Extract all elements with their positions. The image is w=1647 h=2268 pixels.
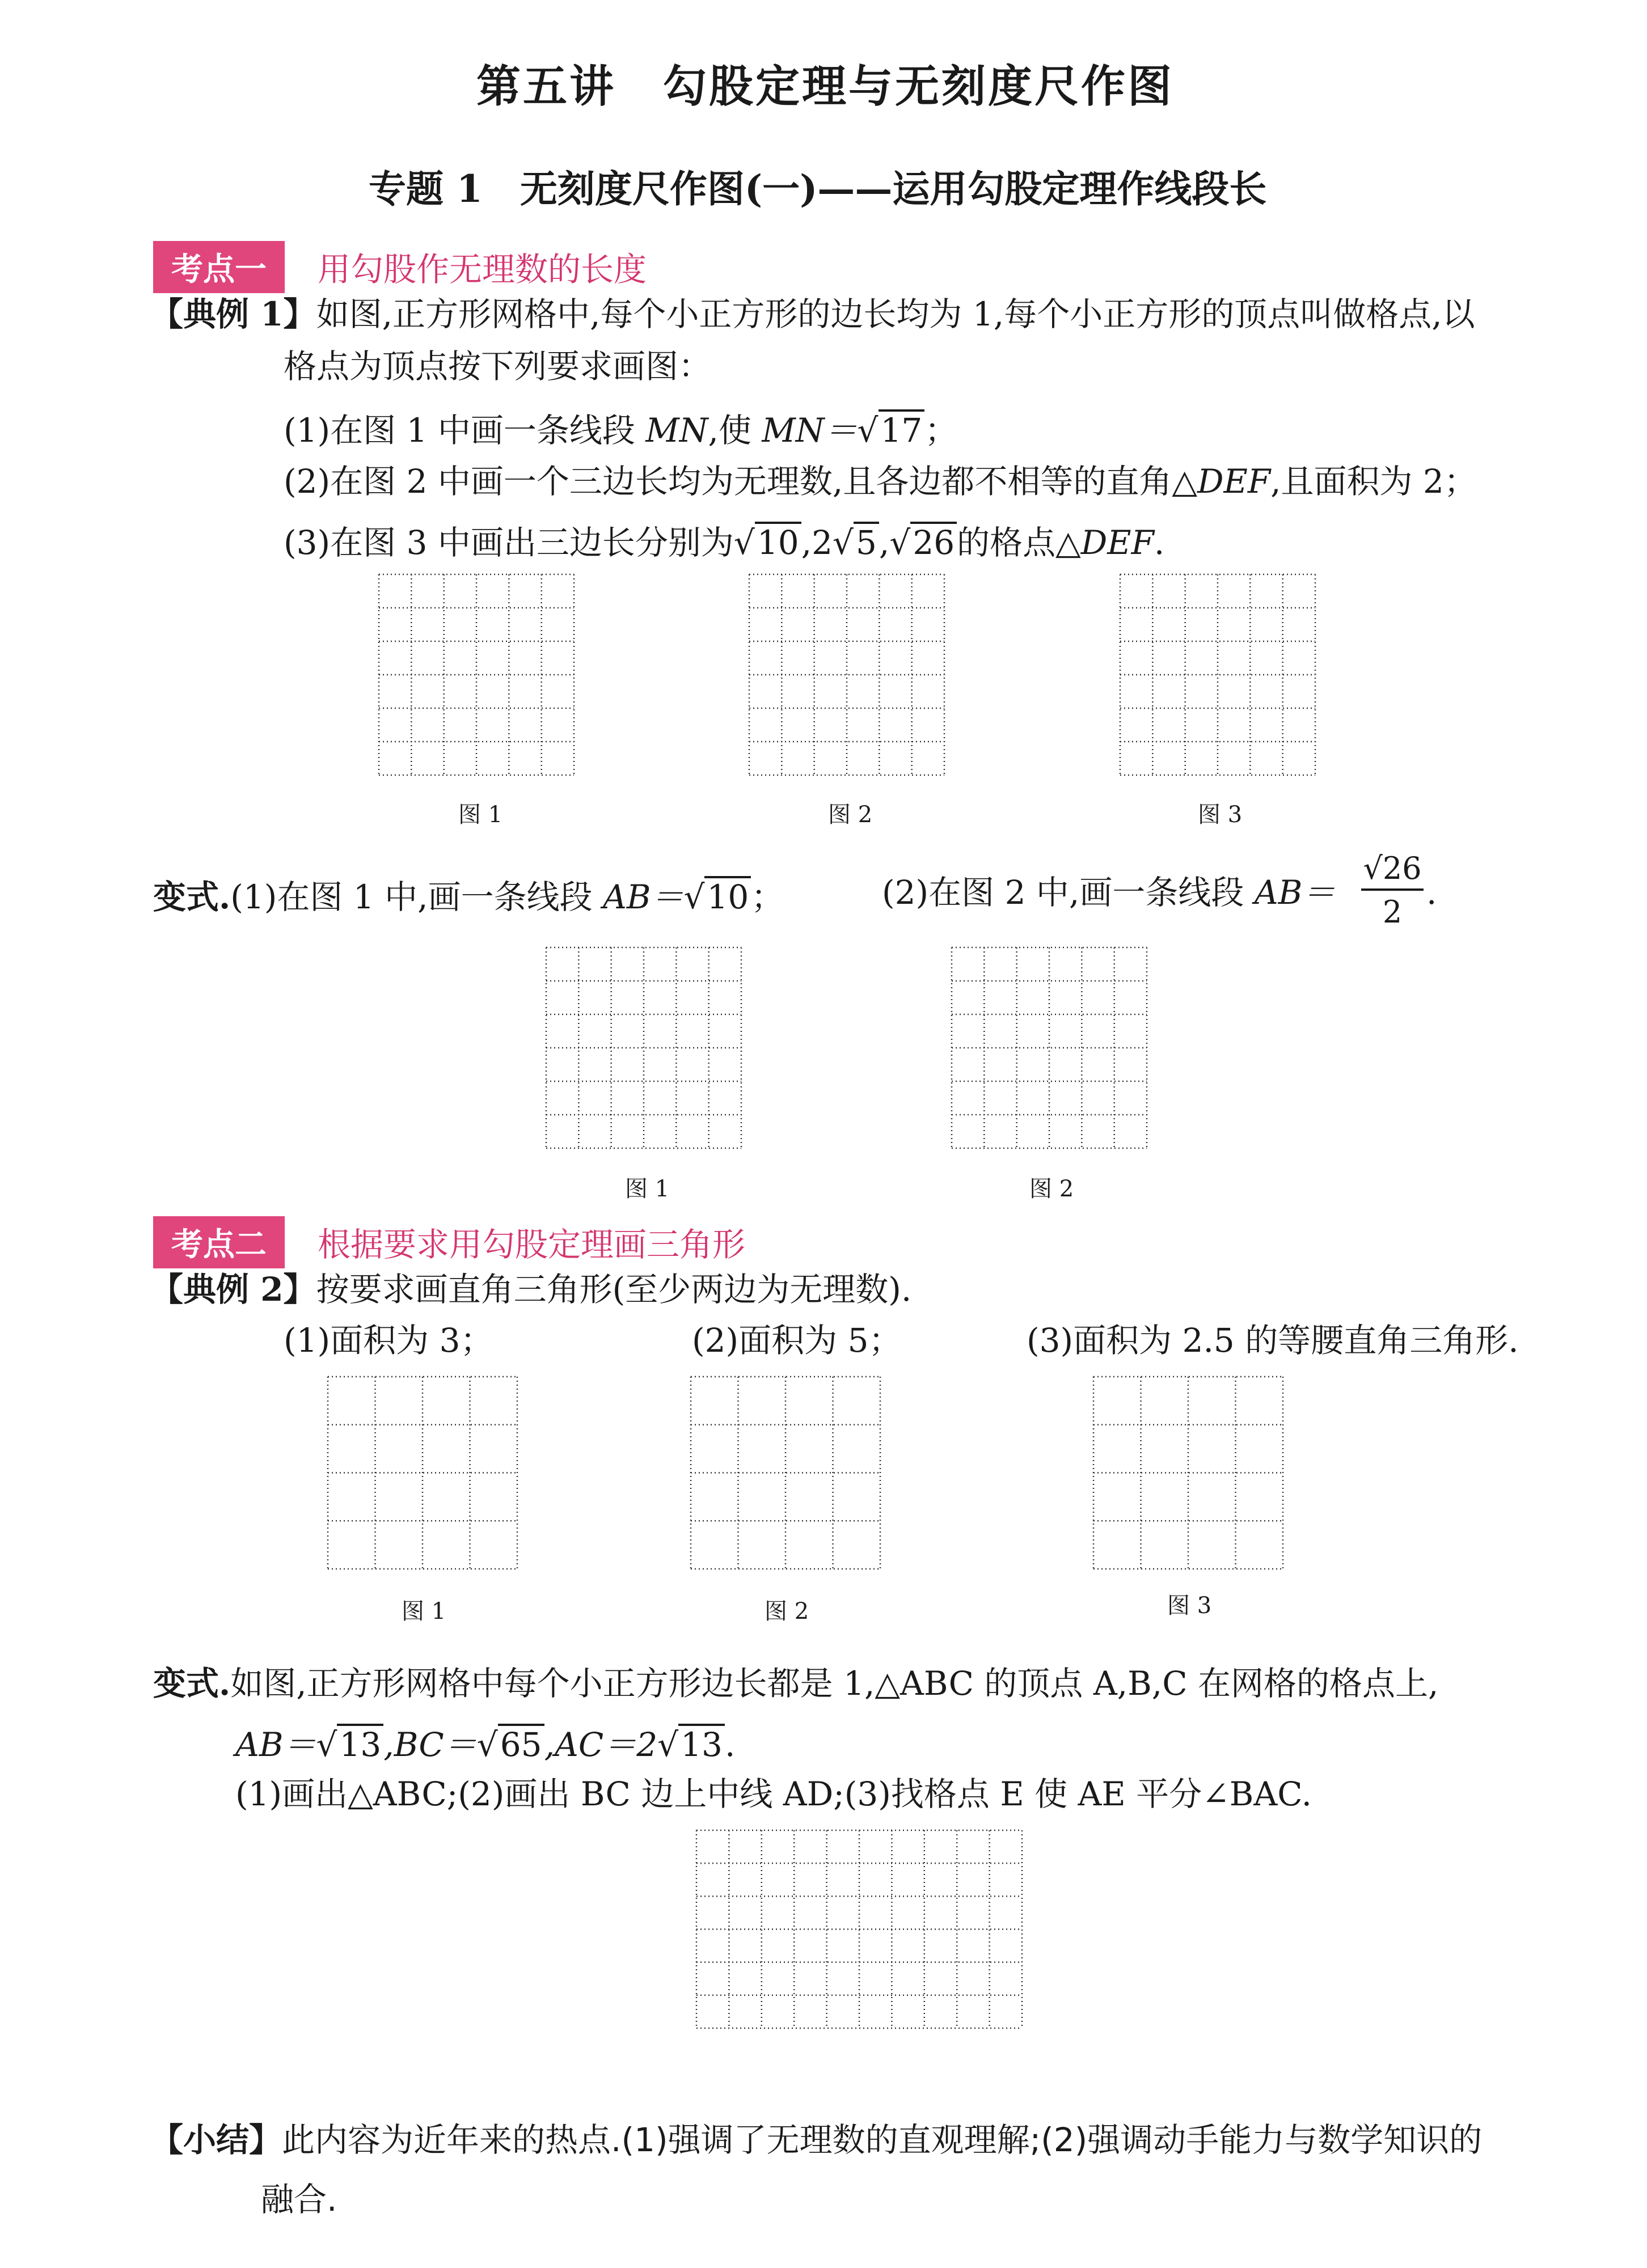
summary-label: 【小结】: [150, 2121, 282, 2159]
kaodian1-badge: 考点一: [153, 241, 285, 293]
variant2-ac-radicand: 13: [678, 1724, 725, 1761]
q1-end: ；: [924, 411, 958, 450]
variant2-ab-radicand: 13: [337, 1724, 383, 1761]
grid-var1-fig1: [544, 946, 743, 1150]
variant1-q1: [153, 876, 784, 916]
example1-q2: [284, 462, 1477, 501]
q3-end: .: [1154, 523, 1165, 562]
caption-ex2-fig3: 图 3: [1167, 1593, 1212, 1619]
variant2-line3: (1)画出△ABC;(2)画出 BC 边上中线 AD;(3)找格点 E 使 AE 平分∠BAC.: [235, 1775, 1312, 1813]
q3-prefix: (3)在图 3 中画出三边长分别为√: [284, 523, 755, 562]
q2-prefix: (2)在图 2 中画一个三边长均为无理数,且各边都不相等的直角△: [284, 462, 1197, 501]
q3-var: DEF: [1080, 523, 1154, 562]
page-title: 第五讲 勾股定理与无刻度尺作图: [476, 61, 1175, 112]
example1-line1: [150, 295, 1475, 333]
summary-text: 此内容为近年来的热点.(1)强调了无理数的直观理解;(2)强调动手能力与数学知识的: [282, 2121, 1483, 2159]
example2-q2: (2)面积为 5；: [692, 1321, 902, 1360]
grid-ex2-fig2: [689, 1375, 882, 1571]
example2-text: 按要求画直角三角形(至少两边为无理数).: [316, 1270, 912, 1309]
variant2-end: .: [724, 1725, 736, 1764]
variant2-line2: [235, 1724, 736, 1764]
q1-var: MN: [645, 411, 708, 450]
q1-prefix: (1)在图 1 中画一条线段: [284, 411, 646, 450]
variant1-q2-end: .: [1426, 873, 1437, 912]
q3-radicand-3: 26: [910, 522, 957, 559]
variant1-q2: [882, 873, 1336, 912]
caption-ex1-fig3: 图 3: [1198, 802, 1243, 828]
kaodian2-title: 根据要求用勾股定理画三角形: [318, 1225, 746, 1264]
q3-sep-1: ,2√: [801, 523, 854, 562]
example1-q1: [284, 409, 958, 450]
caption-ex1-fig1: 图 1: [458, 802, 503, 828]
q3-radicand-1: 10: [755, 522, 801, 559]
example2-label: 【典例 2】: [150, 1270, 316, 1309]
topic-title: 专题 1 无刻度尺作图(一)——运用勾股定理作线段长: [369, 167, 1267, 211]
q2-var: DEF: [1197, 462, 1271, 501]
example1-q3: [284, 522, 1165, 562]
caption-var1-fig1: 图 1: [625, 1176, 670, 1202]
variant2-ab: AB＝√: [235, 1725, 337, 1764]
caption-ex2-fig1: 图 1: [402, 1598, 446, 1624]
q3-sep-2: ,√: [879, 523, 911, 562]
grid-ex2-fig3: [1092, 1375, 1285, 1571]
variant2-bc: ,BC＝√: [383, 1725, 498, 1764]
variant1-q2-eq: AB＝: [1254, 873, 1336, 912]
variant1-q1-radicand: 10: [704, 876, 751, 913]
q3-radicand-2: 5: [854, 522, 879, 559]
variant1-label: 变式.: [153, 878, 231, 916]
variant1-q1-end: ；: [751, 878, 784, 916]
summary-line1: [150, 2121, 1483, 2159]
fraction-numerator: √26: [1361, 850, 1424, 891]
q1-eq: MN＝√: [762, 411, 879, 450]
grid-ex1-fig1: [377, 573, 576, 777]
grid-var2: [695, 1829, 1024, 2030]
caption-ex2-fig2: 图 2: [765, 1598, 809, 1624]
kaodian2-badge: 考点二: [153, 1216, 285, 1268]
variant1-q1-prefix: (1)在图 1 中,画一条线段: [230, 878, 603, 916]
example2-line: [150, 1270, 912, 1309]
q1-radicand: 17: [879, 409, 925, 447]
fraction-denominator: 2: [1382, 894, 1403, 930]
grid-ex1-fig2: [748, 573, 946, 777]
caption-ex1-fig2: 图 2: [828, 802, 873, 828]
example2-q1: (1)面积为 3；: [284, 1321, 493, 1360]
caption-var1-fig2: 图 2: [1029, 1176, 1074, 1202]
variant1-q2-prefix: (2)在图 2 中,画一条线段: [882, 873, 1255, 912]
example1-text: 如图,正方形网格中,每个小正方形的边长均为 1,每个小正方形的顶点叫做格点,以: [316, 295, 1475, 333]
q2-end: ,且面积为 2；: [1270, 462, 1477, 501]
variant1-q1-eq: AB＝√: [603, 878, 705, 916]
q3-mid: 的格点△: [957, 523, 1081, 562]
example1-label: 【典例 1】: [150, 295, 316, 333]
variant2-bc-radicand: 65: [498, 1724, 544, 1761]
grid-ex1-fig3: [1118, 573, 1317, 777]
grid-ex2-fig1: [326, 1375, 519, 1571]
variant2-text: 如图,正方形网格中每个小正方形边长都是 1,△ABC 的顶点 A,B,C 在网格的格点上,: [230, 1664, 1439, 1703]
example2-q3: (3)面积为 2.5 的等腰直角三角形.: [1027, 1321, 1519, 1360]
q1-mid: ,使: [708, 411, 762, 450]
variant2-ac: ,AC＝2√: [544, 1725, 679, 1764]
kaodian1-title: 用勾股作无理数的长度: [318, 250, 647, 289]
grid-var1-fig2: [950, 946, 1148, 1150]
variant2-label: 变式.: [153, 1664, 231, 1703]
summary-line2: 融合.: [261, 2180, 337, 2219]
variant2-line1: [153, 1664, 1439, 1703]
fraction-sqrt26-over-2: [1361, 850, 1424, 930]
example1-line2: 格点为顶点按下列要求画图：: [284, 347, 712, 386]
